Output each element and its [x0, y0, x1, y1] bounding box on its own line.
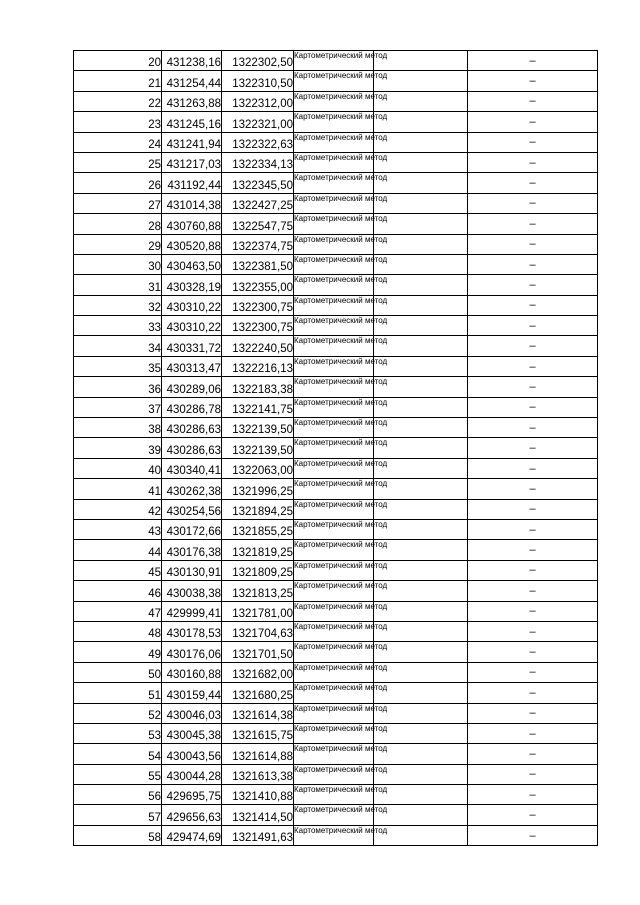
y-coordinate-cell: 1321410,88: [222, 785, 294, 805]
x-coordinate-cell: 431217,03: [162, 152, 222, 172]
dash-cell: –: [468, 825, 598, 845]
table-row: [74, 703, 598, 723]
empty-cell: [374, 132, 468, 152]
x-coordinate-cell: 430310,22: [162, 316, 222, 336]
y-coordinate-cell: 1321613,38: [222, 764, 294, 784]
dash-cell: –: [468, 601, 598, 621]
dash-cell: –: [468, 356, 598, 376]
dash-cell: –: [468, 397, 598, 417]
y-coordinate-cell: 1321682,00: [222, 662, 294, 682]
empty-cell: [374, 764, 468, 784]
x-coordinate-cell: 431245,16: [162, 112, 222, 132]
table-row: [74, 336, 598, 356]
method-cell: Картометрический метод: [294, 581, 374, 601]
method-cell: Картометрический метод: [294, 377, 374, 397]
dash-cell: –: [468, 581, 598, 601]
point-number-cell: 44: [74, 540, 162, 560]
empty-cell: [374, 519, 468, 539]
y-coordinate-cell: 1322334,13: [222, 152, 294, 172]
empty-cell: [374, 683, 468, 703]
x-coordinate-cell: 430160,88: [162, 662, 222, 682]
empty-cell: [374, 112, 468, 132]
point-number-cell: 47: [74, 601, 162, 621]
method-cell: Картометрический метод: [294, 418, 374, 438]
dash-cell: –: [468, 132, 598, 152]
dash-cell: –: [468, 764, 598, 784]
x-coordinate-cell: 429999,41: [162, 601, 222, 621]
method-cell: Картометрический метод: [294, 438, 374, 458]
point-number-cell: 40: [74, 458, 162, 478]
point-number-cell: 38: [74, 418, 162, 438]
table-row: [74, 601, 598, 621]
point-number-cell: 22: [74, 91, 162, 111]
point-number-cell: 20: [74, 51, 162, 71]
point-number-cell: 39: [74, 438, 162, 458]
point-number-cell: 28: [74, 214, 162, 234]
y-coordinate-cell: 1321680,25: [222, 683, 294, 703]
point-number-cell: 29: [74, 234, 162, 254]
dash-cell: –: [468, 785, 598, 805]
empty-cell: [374, 438, 468, 458]
y-coordinate-cell: 1321894,25: [222, 499, 294, 519]
x-coordinate-cell: 431263,88: [162, 91, 222, 111]
table-row: [74, 173, 598, 193]
table-row: [74, 295, 598, 315]
dash-cell: –: [468, 479, 598, 499]
point-number-cell: 24: [74, 132, 162, 152]
empty-cell: [374, 173, 468, 193]
point-number-cell: 36: [74, 377, 162, 397]
table-row: [74, 785, 598, 805]
method-cell: Картометрический метод: [294, 193, 374, 213]
y-coordinate-cell: 1322141,75: [222, 397, 294, 417]
table-row: [74, 458, 598, 478]
empty-cell: [374, 662, 468, 682]
dash-cell: –: [468, 234, 598, 254]
y-coordinate-cell: 1322183,38: [222, 377, 294, 397]
dash-cell: –: [468, 683, 598, 703]
y-coordinate-cell: 1322240,50: [222, 336, 294, 356]
point-number-cell: 56: [74, 785, 162, 805]
x-coordinate-cell: 430159,44: [162, 683, 222, 703]
dash-cell: –: [468, 214, 598, 234]
empty-cell: [374, 71, 468, 91]
empty-cell: [374, 540, 468, 560]
empty-cell: [374, 295, 468, 315]
table-row: [74, 540, 598, 560]
table-row: [74, 438, 598, 458]
table-row: [74, 152, 598, 172]
table-row: [74, 581, 598, 601]
point-number-cell: 46: [74, 581, 162, 601]
y-coordinate-cell: 1321819,25: [222, 540, 294, 560]
table-row: [74, 642, 598, 662]
empty-cell: [374, 723, 468, 743]
table-row: [74, 662, 598, 682]
method-cell: Картометрический метод: [294, 662, 374, 682]
point-number-cell: 42: [74, 499, 162, 519]
y-coordinate-cell: 1322300,75: [222, 316, 294, 336]
method-cell: Картометрический метод: [294, 71, 374, 91]
table-row: [74, 234, 598, 254]
empty-cell: [374, 152, 468, 172]
method-cell: Картометрический метод: [294, 112, 374, 132]
x-coordinate-cell: 430045,38: [162, 723, 222, 743]
y-coordinate-cell: 1321614,88: [222, 744, 294, 764]
y-coordinate-cell: 1321809,25: [222, 560, 294, 580]
dash-cell: –: [468, 703, 598, 723]
table-row: [74, 479, 598, 499]
coordinates-table-body: [74, 51, 598, 846]
point-number-cell: 51: [74, 683, 162, 703]
dash-cell: –: [468, 744, 598, 764]
empty-cell: [374, 560, 468, 580]
table-row: [74, 316, 598, 336]
x-coordinate-cell: 429474,69: [162, 825, 222, 845]
y-coordinate-cell: 1322547,75: [222, 214, 294, 234]
y-coordinate-cell: 1322374,75: [222, 234, 294, 254]
table-row: [74, 825, 598, 845]
y-coordinate-cell: 1322381,50: [222, 254, 294, 274]
point-number-cell: 57: [74, 805, 162, 825]
dash-cell: –: [468, 71, 598, 91]
method-cell: Картометрический метод: [294, 621, 374, 641]
point-number-cell: 37: [74, 397, 162, 417]
dash-cell: –: [468, 112, 598, 132]
x-coordinate-cell: 430313,47: [162, 356, 222, 376]
y-coordinate-cell: 1322321,00: [222, 112, 294, 132]
x-coordinate-cell: 430463,50: [162, 254, 222, 274]
method-cell: Картометрический метод: [294, 132, 374, 152]
method-cell: Картометрический метод: [294, 214, 374, 234]
y-coordinate-cell: 1321996,25: [222, 479, 294, 499]
table-row: [74, 418, 598, 438]
method-cell: Картометрический метод: [294, 316, 374, 336]
y-coordinate-cell: 1322427,25: [222, 193, 294, 213]
x-coordinate-cell: 430340,41: [162, 458, 222, 478]
x-coordinate-cell: 430328,19: [162, 275, 222, 295]
point-number-cell: 53: [74, 723, 162, 743]
table-row: [74, 193, 598, 213]
x-coordinate-cell: 431254,44: [162, 71, 222, 91]
dash-cell: –: [468, 152, 598, 172]
empty-cell: [374, 275, 468, 295]
point-number-cell: 23: [74, 112, 162, 132]
table-row: [74, 91, 598, 111]
table-row: [74, 356, 598, 376]
method-cell: Картометрический метод: [294, 805, 374, 825]
dash-cell: –: [468, 560, 598, 580]
table-row: [74, 71, 598, 91]
method-cell: Картометрический метод: [294, 234, 374, 254]
table-row: [74, 560, 598, 580]
table-row: [74, 621, 598, 641]
x-coordinate-cell: 430130,91: [162, 560, 222, 580]
method-cell: Картометрический метод: [294, 51, 374, 71]
x-coordinate-cell: 431241,94: [162, 132, 222, 152]
table-row: [74, 683, 598, 703]
table-row: [74, 214, 598, 234]
empty-cell: [374, 193, 468, 213]
y-coordinate-cell: 1322312,00: [222, 91, 294, 111]
point-number-cell: 32: [74, 295, 162, 315]
dash-cell: –: [468, 377, 598, 397]
method-cell: Картометрический метод: [294, 703, 374, 723]
empty-cell: [374, 234, 468, 254]
point-number-cell: 55: [74, 764, 162, 784]
table-row: [74, 112, 598, 132]
x-coordinate-cell: 431014,38: [162, 193, 222, 213]
empty-cell: [374, 214, 468, 234]
point-number-cell: 35: [74, 356, 162, 376]
x-coordinate-cell: 430289,06: [162, 377, 222, 397]
x-coordinate-cell: 430262,38: [162, 479, 222, 499]
dash-cell: –: [468, 438, 598, 458]
method-cell: Картометрический метод: [294, 275, 374, 295]
table-row: [74, 744, 598, 764]
method-cell: Картометрический метод: [294, 723, 374, 743]
dash-cell: –: [468, 51, 598, 71]
dash-cell: –: [468, 275, 598, 295]
method-cell: Картометрический метод: [294, 499, 374, 519]
y-coordinate-cell: 1322302,50: [222, 51, 294, 71]
point-number-cell: 58: [74, 825, 162, 845]
x-coordinate-cell: 430176,38: [162, 540, 222, 560]
y-coordinate-cell: 1322216,13: [222, 356, 294, 376]
empty-cell: [374, 825, 468, 845]
coordinates-table: [73, 50, 598, 846]
dash-cell: –: [468, 642, 598, 662]
point-number-cell: 27: [74, 193, 162, 213]
table-row: [74, 132, 598, 152]
empty-cell: [374, 336, 468, 356]
point-number-cell: 41: [74, 479, 162, 499]
dash-cell: –: [468, 805, 598, 825]
method-cell: Картометрический метод: [294, 397, 374, 417]
y-coordinate-cell: 1322345,50: [222, 173, 294, 193]
method-cell: Картометрический метод: [294, 173, 374, 193]
dash-cell: –: [468, 499, 598, 519]
point-number-cell: 54: [74, 744, 162, 764]
empty-cell: [374, 785, 468, 805]
x-coordinate-cell: 430046,03: [162, 703, 222, 723]
empty-cell: [374, 642, 468, 662]
method-cell: Картометрический метод: [294, 519, 374, 539]
x-coordinate-cell: 430178,53: [162, 621, 222, 641]
y-coordinate-cell: 1322355,00: [222, 275, 294, 295]
dash-cell: –: [468, 173, 598, 193]
table-row: [74, 254, 598, 274]
dash-cell: –: [468, 458, 598, 478]
y-coordinate-cell: 1321813,25: [222, 581, 294, 601]
y-coordinate-cell: 1322322,63: [222, 132, 294, 152]
point-number-cell: 30: [74, 254, 162, 274]
point-number-cell: 52: [74, 703, 162, 723]
dash-cell: –: [468, 662, 598, 682]
table-row: [74, 499, 598, 519]
table-row: [74, 764, 598, 784]
point-number-cell: 25: [74, 152, 162, 172]
method-cell: Картометрический метод: [294, 560, 374, 580]
x-coordinate-cell: 430172,66: [162, 519, 222, 539]
empty-cell: [374, 316, 468, 336]
empty-cell: [374, 703, 468, 723]
point-number-cell: 33: [74, 316, 162, 336]
empty-cell: [374, 601, 468, 621]
x-coordinate-cell: 430254,56: [162, 499, 222, 519]
y-coordinate-cell: 1321491,63: [222, 825, 294, 845]
dash-cell: –: [468, 723, 598, 743]
point-number-cell: 34: [74, 336, 162, 356]
empty-cell: [374, 479, 468, 499]
method-cell: Картометрический метод: [294, 458, 374, 478]
dash-cell: –: [468, 621, 598, 641]
x-coordinate-cell: 430176,06: [162, 642, 222, 662]
y-coordinate-cell: 1321704,63: [222, 621, 294, 641]
point-number-cell: 31: [74, 275, 162, 295]
y-coordinate-cell: 1322063,00: [222, 458, 294, 478]
table-row: [74, 377, 598, 397]
y-coordinate-cell: 1322300,75: [222, 295, 294, 315]
point-number-cell: 49: [74, 642, 162, 662]
x-coordinate-cell: 429656,63: [162, 805, 222, 825]
x-coordinate-cell: 430331,72: [162, 336, 222, 356]
method-cell: Картометрический метод: [294, 295, 374, 315]
y-coordinate-cell: 1321614,38: [222, 703, 294, 723]
x-coordinate-cell: 431238,16: [162, 51, 222, 71]
empty-cell: [374, 805, 468, 825]
x-coordinate-cell: 430310,22: [162, 295, 222, 315]
table-row: [74, 397, 598, 417]
method-cell: Картометрический метод: [294, 152, 374, 172]
x-coordinate-cell: 430286,78: [162, 397, 222, 417]
method-cell: Картометрический метод: [294, 540, 374, 560]
empty-cell: [374, 499, 468, 519]
y-coordinate-cell: 1322310,50: [222, 71, 294, 91]
empty-cell: [374, 458, 468, 478]
empty-cell: [374, 418, 468, 438]
empty-cell: [374, 51, 468, 71]
point-number-cell: 50: [74, 662, 162, 682]
dash-cell: –: [468, 316, 598, 336]
method-cell: Картометрический метод: [294, 825, 374, 845]
y-coordinate-cell: 1321414,50: [222, 805, 294, 825]
empty-cell: [374, 356, 468, 376]
x-coordinate-cell: 430044,28: [162, 764, 222, 784]
method-cell: Картометрический метод: [294, 642, 374, 662]
point-number-cell: 21: [74, 71, 162, 91]
table-row: [74, 805, 598, 825]
empty-cell: [374, 377, 468, 397]
method-cell: Картометрический метод: [294, 479, 374, 499]
table-row: [74, 519, 598, 539]
y-coordinate-cell: 1321701,50: [222, 642, 294, 662]
y-coordinate-cell: 1322139,50: [222, 438, 294, 458]
y-coordinate-cell: 1322139,50: [222, 418, 294, 438]
empty-cell: [374, 254, 468, 274]
point-number-cell: 45: [74, 560, 162, 580]
x-coordinate-cell: 430043,56: [162, 744, 222, 764]
method-cell: Картометрический метод: [294, 785, 374, 805]
x-coordinate-cell: 430286,63: [162, 418, 222, 438]
method-cell: Картометрический метод: [294, 744, 374, 764]
method-cell: Картометрический метод: [294, 601, 374, 621]
x-coordinate-cell: 430038,38: [162, 581, 222, 601]
dash-cell: –: [468, 295, 598, 315]
x-coordinate-cell: 430520,88: [162, 234, 222, 254]
method-cell: Картометрический метод: [294, 356, 374, 376]
point-number-cell: 26: [74, 173, 162, 193]
dash-cell: –: [468, 91, 598, 111]
dash-cell: –: [468, 418, 598, 438]
x-coordinate-cell: 429695,75: [162, 785, 222, 805]
dash-cell: –: [468, 193, 598, 213]
y-coordinate-cell: 1321615,75: [222, 723, 294, 743]
x-coordinate-cell: 430286,63: [162, 438, 222, 458]
table-row: [74, 723, 598, 743]
point-number-cell: 48: [74, 621, 162, 641]
method-cell: Картометрический метод: [294, 336, 374, 356]
empty-cell: [374, 581, 468, 601]
table-row: [74, 51, 598, 71]
y-coordinate-cell: 1321781,00: [222, 601, 294, 621]
method-cell: Картометрический метод: [294, 764, 374, 784]
dash-cell: –: [468, 540, 598, 560]
empty-cell: [374, 91, 468, 111]
dash-cell: –: [468, 519, 598, 539]
table-row: [74, 275, 598, 295]
x-coordinate-cell: 431192,44: [162, 173, 222, 193]
dash-cell: –: [468, 336, 598, 356]
dash-cell: –: [468, 254, 598, 274]
y-coordinate-cell: 1321855,25: [222, 519, 294, 539]
point-number-cell: 43: [74, 519, 162, 539]
empty-cell: [374, 621, 468, 641]
empty-cell: [374, 397, 468, 417]
method-cell: Картометрический метод: [294, 254, 374, 274]
method-cell: Картометрический метод: [294, 683, 374, 703]
method-cell: Картометрический метод: [294, 91, 374, 111]
empty-cell: [374, 744, 468, 764]
x-coordinate-cell: 430760,88: [162, 214, 222, 234]
